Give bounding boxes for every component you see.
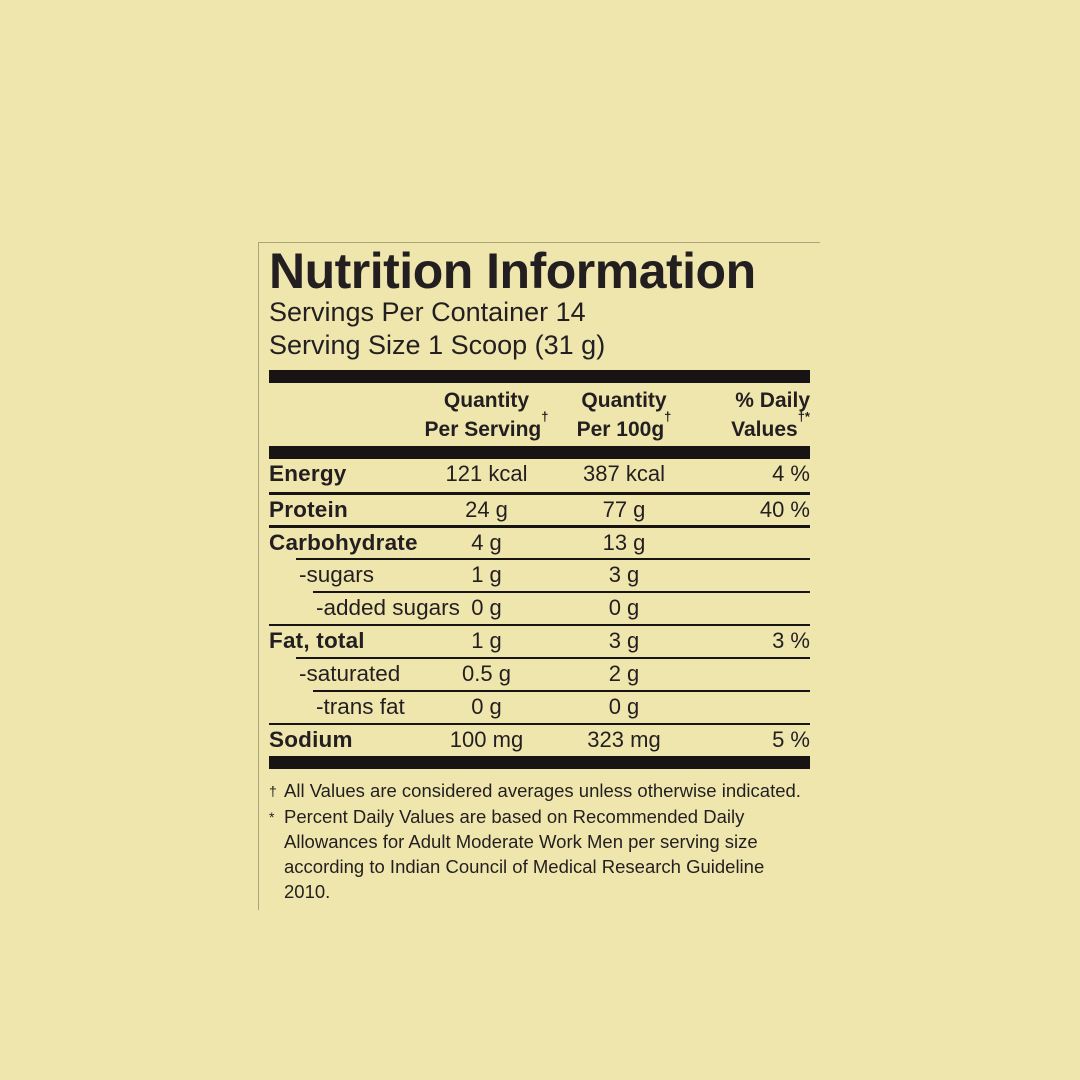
value-per-serving: 0 g (471, 595, 502, 620)
value-per-100g: 2 g (608, 661, 640, 686)
column-header-text: Values (731, 418, 798, 441)
servings-per-container: Servings Per Container 14 (269, 297, 586, 327)
row-label: Fat, total (269, 628, 365, 653)
column-header-text: Quantity (581, 389, 667, 412)
value-per-serving: 1 g (471, 562, 502, 587)
table-row-protein (269, 492, 810, 525)
asterisk-mark: * (269, 809, 275, 825)
value-daily-percent: 3 % (772, 628, 810, 653)
row-label: Sodium (269, 727, 353, 752)
dagger-mark: † (664, 409, 672, 424)
footnote-text: All Values are considered averages unless otherwise indicated. (284, 780, 801, 801)
serving-size: Serving Size 1 Scoop (31 g) (269, 330, 606, 360)
row-label: -trans fat (316, 694, 405, 719)
value-per-100g: 13 g (602, 530, 646, 555)
value-per-serving: 24 g (465, 497, 508, 522)
value-per-100g: 3 g (608, 562, 640, 587)
table-row-energy (269, 459, 810, 492)
table-row-fat-total (269, 624, 810, 657)
row-label: Carbohydrate (269, 530, 418, 555)
value-per-serving: 0.5 g (462, 661, 511, 686)
footnote-asterisk (269, 804, 810, 904)
column-header-text: Per 100g (576, 418, 665, 441)
value-per-100g: 0 g (608, 694, 640, 719)
table-row-sugars (269, 558, 810, 591)
column-header-daily-values (694, 389, 810, 441)
row-label: Protein (269, 497, 348, 522)
row-label: -sugars (299, 562, 375, 587)
value-per-100g: 387 kcal (583, 461, 665, 486)
nutrition-panel (258, 242, 820, 910)
value-per-serving: 100 mg (449, 727, 524, 752)
row-label: -saturated (299, 661, 401, 686)
value-per-100g: 77 g (602, 497, 646, 522)
footnote-text: Percent Daily Values are based on Recommended Daily Allowances for Adult Moderate Work Men per serving size according to Indian Council of Medical Research Guideline 2010. (284, 806, 765, 902)
value-daily-percent: 40 % (759, 497, 810, 522)
value-per-serving: 1 g (471, 628, 502, 653)
panel-title: Nutrition Information (269, 243, 756, 299)
table-row-carbohydrate (269, 525, 810, 558)
value-per-100g: 0 g (608, 595, 640, 620)
table-row-saturated (269, 657, 810, 690)
column-header-per-100g (554, 389, 694, 441)
table-row-added-sugars (269, 591, 810, 624)
value-daily-percent: 5 % (772, 727, 810, 752)
column-header-per-serving (419, 389, 554, 441)
table-row-trans-fat (269, 690, 810, 723)
dagger-asterisk-mark: †* (797, 409, 810, 424)
separator-bar-header (269, 446, 810, 459)
row-label: Energy (269, 461, 347, 486)
row-label: -added sugars (316, 595, 460, 620)
value-per-serving: 121 kcal (445, 461, 528, 486)
value-per-serving: 0 g (471, 694, 502, 719)
separator-bar-top (269, 370, 810, 383)
dagger-mark: † (541, 409, 549, 424)
dagger-mark: † (269, 783, 277, 799)
separator-bar-bottom (269, 756, 810, 769)
column-header-row (269, 383, 810, 446)
value-per-serving: 4 g (471, 530, 502, 555)
value-per-100g: 3 g (608, 628, 640, 653)
column-header-text: % Daily (735, 389, 810, 412)
footnotes (269, 778, 810, 904)
footnote-dagger (269, 778, 810, 804)
column-header-text: Quantity (443, 389, 530, 412)
column-header-text: Per Serving (424, 418, 542, 441)
value-per-100g: 323 mg (587, 727, 661, 752)
table-row-sodium (269, 723, 810, 756)
value-daily-percent: 4 % (772, 461, 810, 486)
